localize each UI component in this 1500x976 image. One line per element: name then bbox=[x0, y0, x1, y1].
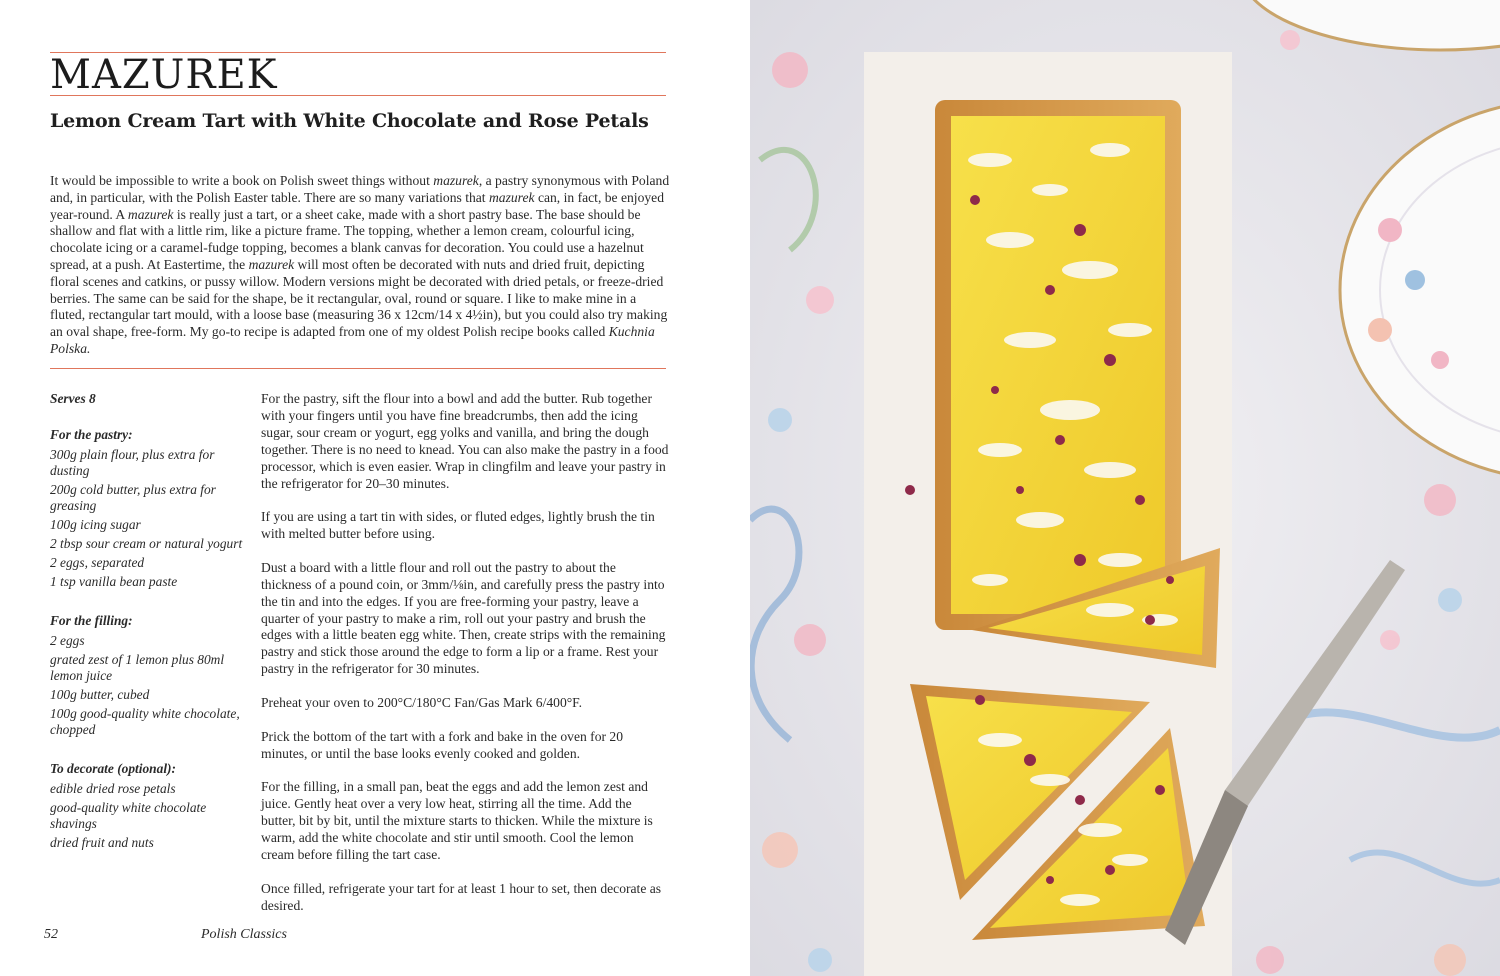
ingredient-item: 300g plain flour, plus extra for dusting bbox=[50, 447, 215, 478]
section-rule bbox=[50, 368, 666, 369]
method-step: Once filled, refrigerate your tart for at least 1 hour to set, then decorate as desired. bbox=[261, 880, 662, 913]
method-step: If you are using a tart tin with sides, or fluted edges, lightly brush the tin with melted butter before using. bbox=[261, 509, 655, 542]
intro-text: , a pastry synonymous with Poland and, in particular, with the Polish Easter table. There are so many variations that bbox=[50, 173, 670, 205]
spacer bbox=[50, 593, 250, 613]
ingredient-item: dried fruit and nuts bbox=[50, 835, 154, 850]
serves-label: Serves 8 bbox=[50, 391, 96, 406]
intro-emphasis: mazurek bbox=[488, 189, 535, 205]
tart-illustration bbox=[750, 0, 1500, 976]
intro-text: is really just a tart, or a sheet cake, made with a short pastry base. The base should be shallow and flat with a little rim, like a picture frame. The topping, whether a lemon cream, colourful icing, chocolate icing or a caramel-fudge topping, becomes a blank canvas for decoration. You could use a hazelnut spread, at a push. At Eastertime, the bbox=[50, 206, 644, 272]
intro-text: can, in fact, be enjoyed year-round. A bbox=[50, 189, 665, 222]
ingredient-item: 1 tsp vanilla bean paste bbox=[50, 574, 178, 589]
ingredient-item: 100g butter, cubed bbox=[50, 687, 150, 702]
running-head: Polish Classics bbox=[201, 927, 287, 942]
ingredient-item: 2 eggs bbox=[50, 633, 85, 648]
ingredients-column bbox=[50, 391, 250, 854]
method-step: Preheat your oven to 200°C/180°C Fan/Gas Mark 6/400°F. bbox=[261, 694, 583, 710]
ingredient-item: 2 eggs, separated bbox=[50, 555, 145, 570]
filling-heading: For the filling: bbox=[50, 613, 133, 628]
method-step: For the pastry, sift the flour into a bowl and add the butter. Rub together with your fingers until you have fine breadcrumbs, then add the icing sugar, sour cream or yogurt, egg yolks and vanilla, and bring the dough together. There is no need to knead. You can also make the pastry in a food processor, which is even easier. Wrap in clingfilm and leave your pastry in the refrigerator for 20–30 minutes. bbox=[261, 391, 669, 491]
method-step: Prick the bottom of the tart with a fork and bake in the oven for 20 minutes, or until the base looks evenly cooked and golden. bbox=[261, 728, 624, 761]
ingredient-item: edible dried rose petals bbox=[50, 781, 176, 796]
ingredient-item: 2 tbsp sour cream or natural yogurt bbox=[50, 536, 243, 551]
ingredient-item: 100g good-quality white chocolate, chopped bbox=[50, 706, 240, 737]
intro-emphasis: Kuchnia Polska. bbox=[50, 324, 655, 356]
ingredient-item: grated zest of 1 lemon plus 80ml lemon juice bbox=[50, 652, 225, 683]
intro-paragraph bbox=[50, 173, 670, 358]
spacer bbox=[50, 741, 250, 761]
intro-emphasis: mazurek bbox=[248, 256, 295, 272]
page-title: MAZUREK bbox=[50, 52, 278, 98]
intro-text: will most often be decorated with nuts and dried fruit, depicting floral scenes and catkins, or pussy willow. Modern versions might be decorated with dried petals, or freeze-dried berries. The same can be said for the shape, be it rectangular, oval, round or square. I like to make mine in a fluted, rectangular tart mould, with a loose base (measuring 36 x 12cm/14 x 4½in), but you could also try making an oval shape, free-form. My go-to recipe is adapted from one of my oldest Polish recipe books called bbox=[50, 256, 668, 340]
intro-emphasis: mazurek bbox=[433, 173, 479, 188]
ingredient-item: 200g cold butter, plus extra for greasing bbox=[50, 482, 216, 513]
method-step: For the filling, in a small pan, beat the eggs and add the lemon zest and juice. Gently heat over a very low heat, stirring all the time. Add the butter, bit by bit, until the mixture starts to thicken. While the mixture is warm, add the white chocolate and stir until smooth. Cool the lemon cream before filling the tart case. bbox=[261, 779, 653, 862]
spacer bbox=[50, 407, 250, 427]
recipe-subtitle: Lemon Cream Tart with White Chocolate and Rose Petals bbox=[50, 110, 649, 132]
decorate-heading: To decorate (optional): bbox=[50, 761, 176, 776]
intro-text: It would be impossible to write a book on Polish sweet things without bbox=[50, 173, 434, 188]
method-column bbox=[261, 391, 669, 931]
page-number: 52 bbox=[44, 927, 58, 942]
title-rule bbox=[50, 95, 666, 96]
tart-photo bbox=[750, 0, 1500, 976]
pastry-heading: For the pastry: bbox=[50, 427, 133, 442]
ingredient-item: good-quality white chocolate shavings bbox=[50, 800, 207, 831]
method-step: Dust a board with a little flour and roll out the pastry to about the thickness of a pound coin, or 3mm/⅛in, and carefully press the pastry into the tin and into the edges. If you are free-forming your pastry, leave a quarter of your pastry to make a rim, roll out your pastry and brush the edges with a little beaten egg white. Then, create strips with the remaining pastry and stick those around the edge to form a lip or a frame. Rest your pastry in the refrigerator for 30 minutes. bbox=[261, 559, 666, 677]
ingredient-item: 100g icing sugar bbox=[50, 517, 141, 532]
intro-emphasis: mazurek bbox=[127, 206, 174, 222]
